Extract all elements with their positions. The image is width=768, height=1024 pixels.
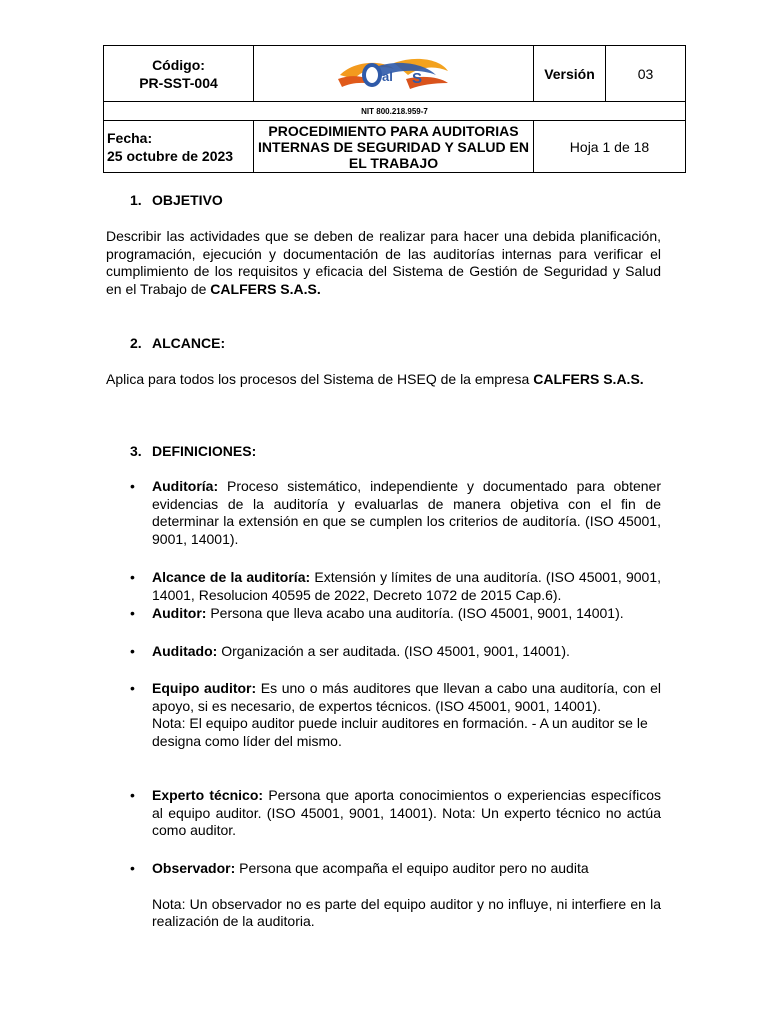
section-number: 2. (130, 335, 142, 351)
nit: NIT 800.218.959-7 (104, 102, 686, 121)
version-label: Versión (534, 46, 606, 102)
definition-term: Auditor: (152, 605, 207, 621)
definition-text: Es uno o más auditores que llevan a cabo una auditoría, con el apoyo, si es necesario, de expertos técnicos. (ISO 45001, 9001, 14001). (152, 680, 661, 714)
section-heading-alcance (130, 335, 225, 353)
definition-text: Persona que aporta conocimientos o experiencias específicos al equipo auditor. (ISO 45001, 9001, 14001). Nota: Un experto técnico no actúa como auditor. (152, 787, 661, 838)
section-heading-objetivo (130, 192, 223, 210)
definition-text: Persona que acompaña el equipo auditor pero no audita (235, 860, 589, 876)
section-title: OBJETIVO (152, 192, 223, 208)
codigo-label: Código: (152, 56, 205, 73)
bullet-icon: • (130, 643, 135, 659)
company-name: CALFERS S.A.S. (210, 280, 321, 297)
definition-text: Proceso sistemático, independiente y documentado para obtener evidencias de la auditoría y evaluarlas de manera objetiva con el fin de determinar la extensión en que se cumplen los criterios de auditoría. (ISO 45001, 9001, 14001). (152, 478, 661, 547)
definition-note: Nota: El equipo auditor puede incluir auditores en formación. - A un auditor se le designa como líder del mismo. (152, 715, 648, 749)
bullet-icon: • (130, 569, 135, 585)
calfers-logo (336, 53, 452, 95)
list-item (130, 605, 661, 623)
list-item (130, 643, 661, 661)
list-item (130, 680, 661, 750)
definition-note: Nota: Un observador no es parte del equipo auditor y no influye, ni interfiere en la realización de la auditoria. (152, 895, 661, 929)
document-header (103, 45, 686, 173)
fecha-value: 25 octubre de 2023 (107, 147, 234, 164)
definition-term: Equipo auditor: (152, 680, 257, 696)
definition-term: Auditoría: (152, 478, 219, 494)
definition-text: Persona que lleva acabo una auditoría. (ISO 45001, 9001, 14001). (206, 605, 624, 621)
alcance-paragraph (106, 371, 661, 389)
fecha-label: Fecha: (107, 129, 153, 146)
bullet-icon: • (130, 680, 135, 696)
objetivo-text: Describir las actividades que se deben de realizar para hacer una debida planificación, programación, ejecución y documentación de las auditorías internas para verificar el cumplimiento de los requisitos y eficacia del Sistema de Gestión de Seguridad y Salud en el Trabajo de (106, 228, 661, 297)
definition-text: Organización a ser auditada. (ISO 45001, 9001, 14001). (217, 643, 570, 659)
company-name: CALFERS S.A.S. (533, 371, 644, 387)
svg-text:S: S (411, 69, 422, 87)
svg-text:al: al (381, 68, 393, 84)
list-item (130, 569, 661, 604)
definition-term: Auditado: (152, 643, 218, 659)
document-title: PROCEDIMIENTO PARA AUDITORIAS INTERNAS DE SEGURIDAD Y SALUD EN EL TRABAJO (254, 121, 534, 173)
section-title: DEFINICIONES: (152, 443, 257, 459)
codigo-cell (104, 46, 254, 102)
definition-text: Extensión y límites de una auditoría. (ISO 45001, 9001, 14001, Resolucion 40595 de 2022, Decreto 1072 de 2015 Cap.6). (152, 569, 661, 603)
bullet-icon: • (130, 478, 135, 494)
list-item (130, 478, 661, 548)
list-item (130, 860, 661, 931)
fecha-cell (104, 121, 254, 173)
section-heading-definiciones (130, 443, 256, 461)
alcance-text: Aplica para todos los procesos del Sistema de HSEQ de la empresa (106, 371, 534, 387)
objetivo-paragraph (106, 228, 661, 298)
bullet-icon: • (130, 605, 135, 621)
codigo-value: PR-SST-004 (139, 74, 218, 91)
section-number: 1. (130, 192, 142, 208)
list-item (130, 787, 661, 840)
bullet-icon: • (130, 860, 135, 876)
version-value: 03 (606, 46, 686, 102)
page-number: Hoja 1 de 18 (534, 121, 686, 173)
definition-term: Observador: (152, 860, 236, 876)
definition-term: Alcance de la auditoría: (152, 569, 311, 585)
bullet-icon: • (130, 787, 135, 803)
section-title: ALCANCE: (152, 335, 226, 351)
logo-cell (254, 46, 534, 102)
section-number: 3. (130, 443, 142, 459)
definition-term: Experto técnico: (152, 787, 264, 803)
